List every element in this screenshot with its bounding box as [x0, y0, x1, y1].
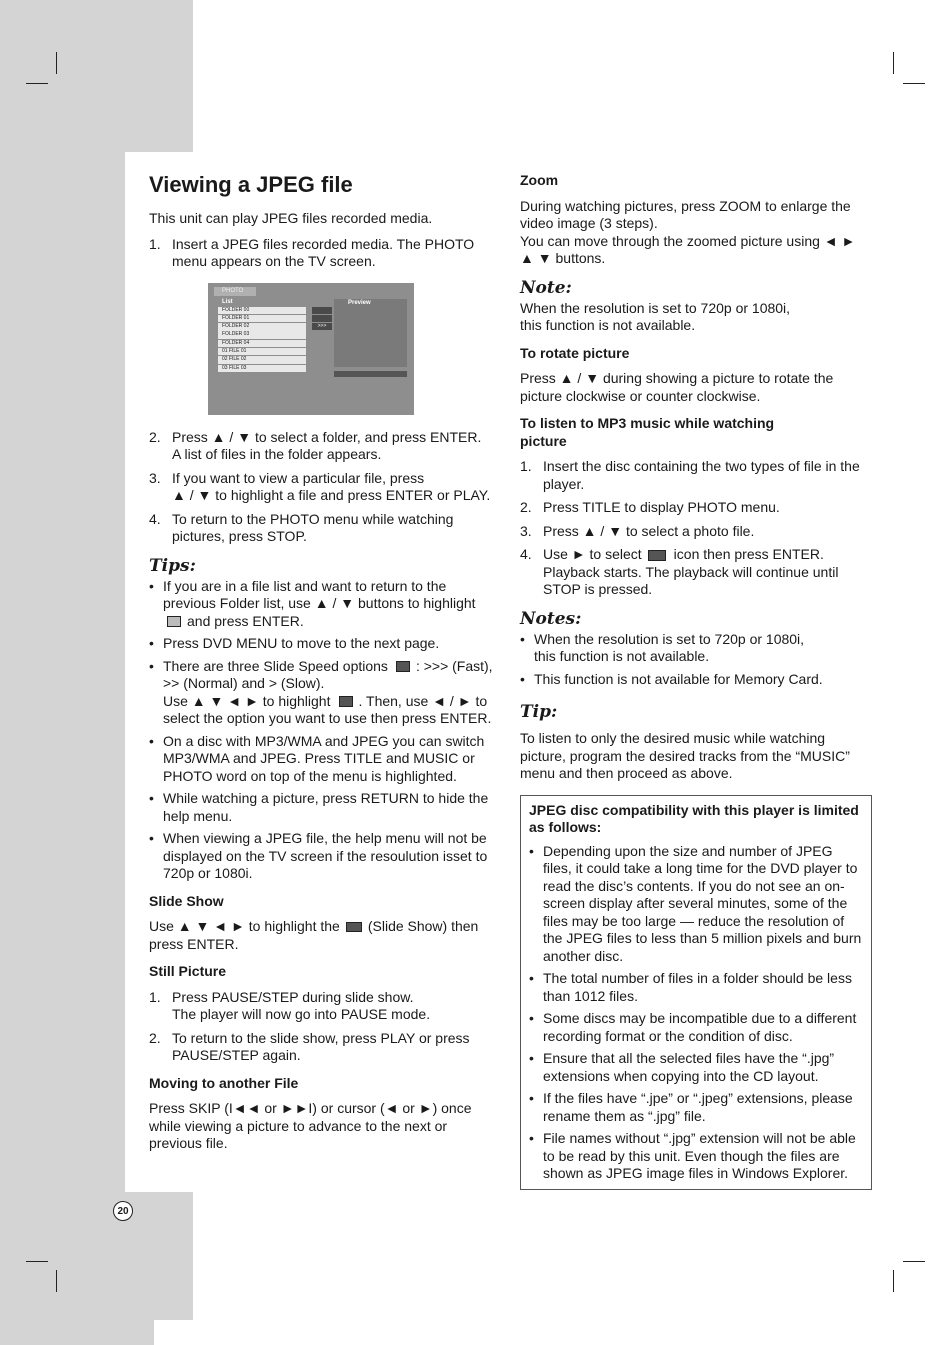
note-line: this function is not available.	[534, 648, 710, 664]
bullet: •	[529, 842, 534, 859]
bullet: •	[529, 1010, 534, 1026]
bullet: •	[529, 1090, 534, 1106]
box-heading: JPEG disc compatibility with this player is limited as follows:	[529, 801, 859, 835]
bullet: •	[149, 830, 154, 846]
screen-music-icon	[312, 315, 332, 322]
box-item	[529, 1130, 863, 1183]
bullet: •	[149, 657, 154, 674]
screen-file-list	[218, 307, 306, 373]
note-line: When the resolution is set to 720p or 1080i,	[534, 630, 805, 647]
step-item	[520, 523, 872, 541]
step-line: Press PAUSE/STEP during slide show.	[172, 988, 414, 1005]
bullet: •	[149, 790, 154, 806]
step-line: PAUSE/STEP again.	[172, 1047, 301, 1063]
box-item-text: Ensure that all the selected files have the “.jpg” extensions when copying into the CD layout.	[543, 1050, 835, 1084]
zoom-text: You can move through the zoomed picture using ◄ ► ▲ ▼ buttons.	[520, 232, 856, 266]
step-line: The player will now go into PAUSE mode.	[172, 1006, 431, 1022]
section-heading-slideshow: Slide Show	[149, 892, 224, 909]
note-line: this function is not available.	[520, 317, 696, 333]
screen-speed-value: >>>	[312, 323, 332, 330]
note-item	[520, 671, 872, 689]
tip-text: When viewing a JPEG file, the help menu will not be displayed on the TV screen if the resoulution isset to 720p or 1080i.	[163, 830, 488, 881]
zoom-text: During watching pictures, press ZOOM to enlarge the video image (3 steps).	[520, 197, 851, 231]
bullet: •	[520, 670, 525, 687]
tips-heading: Tips:	[149, 555, 196, 576]
photo-menu-screenshot	[208, 283, 414, 415]
mp3-heading-line: picture	[520, 432, 567, 449]
crop-mark	[56, 52, 57, 74]
tip-text: If you are in a file list and want to return to the previous Folder list, use ▲ / ▼ buttons to highlight	[163, 577, 476, 611]
step-text: Insert a JPEG files recorded media. The PHOTO menu appears on the TV screen.	[172, 235, 475, 269]
bullet: •	[149, 577, 154, 594]
bullet: •	[529, 1130, 534, 1146]
tip-text: There are three Slide Speed options	[163, 657, 388, 674]
screen-row: 02 FILE 02	[218, 356, 306, 364]
step-item	[149, 1030, 499, 1065]
box-item-text: Some discs may be incompatible due to a different recording format or the condition of disc.	[543, 1010, 857, 1044]
tip-item	[149, 790, 499, 825]
crop-mark	[26, 83, 48, 84]
step-item	[149, 989, 499, 1024]
section-heading-still: Still Picture	[149, 963, 227, 979]
step-line: Press ▲ / ▼ to select a folder, and press ENTER.	[172, 428, 482, 445]
section-heading-rotate: To rotate picture	[520, 344, 630, 361]
screen-row: 01 FILE 01	[218, 348, 306, 356]
bullet: •	[149, 635, 154, 651]
step-number: 4.	[520, 546, 532, 562]
tip-text: Use ▲ ▼ ◄ ► to highlight	[163, 692, 331, 709]
step-line: A list of files in the folder appears.	[172, 446, 382, 462]
bullet: •	[529, 970, 534, 986]
slide-speed-icon	[339, 696, 353, 707]
crop-mark	[903, 1261, 925, 1262]
screen-preview-label: Preview	[348, 299, 371, 306]
step-line: pictures, press STOP.	[172, 528, 307, 544]
box-item	[529, 843, 863, 966]
step-text: Playback starts. The playback will continue until STOP is pressed.	[543, 563, 839, 597]
box-item	[529, 1010, 863, 1045]
box-item	[529, 970, 863, 1005]
note-text	[520, 300, 872, 335]
tip-text: . Then, use ◄ / ► to select the option you want to use then press ENTER.	[163, 692, 492, 726]
screen-row: FOLDER 04	[218, 340, 306, 348]
moving-text: Press SKIP (I◄◄ or ►►I) or cursor (◄ or ►) once while viewing a picture to advance to the next or previous file.	[149, 1100, 472, 1151]
folder-return-icon	[167, 616, 181, 627]
step-item	[520, 546, 872, 599]
step-number: 2.	[149, 1029, 161, 1046]
step-line: To return to the slide show, press PLAY or press	[172, 1029, 470, 1046]
section-heading-zoom: Zoom	[520, 172, 559, 188]
note-item	[520, 631, 872, 666]
step-text: Press TITLE to display PHOTO menu.	[543, 499, 780, 515]
screen-row: 03 FILE 03	[218, 365, 306, 373]
slideshow-text-b: (Slide Show) then press ENTER.	[149, 918, 479, 952]
screen-status-bar	[334, 371, 407, 377]
tip-item	[149, 658, 499, 728]
step-text: icon then press ENTER.	[673, 546, 824, 562]
screen-list-label: List	[222, 298, 233, 305]
step-text: Press ▲ / ▼ to select a photo file.	[543, 522, 755, 539]
slideshow-icon	[346, 922, 362, 932]
crop-mark	[893, 52, 894, 74]
page-title: Viewing a JPEG file	[149, 172, 353, 197]
section-heading-mp3	[520, 415, 872, 450]
tip-text: : >>> (Fast), >> (Normal) and > (Slow).	[163, 657, 493, 691]
box-item-text: Depending upon the size and number of JPEG files, it could take a long time for the DVD player to read the disc’s contents. If you do not see an on-screen display after several minutes, some of the files may be too large — reduce the resolution of the JPEG files to less than 5 million pixels and burn another disc.	[543, 842, 862, 964]
crop-mark	[903, 83, 925, 84]
slide-speed-icon	[396, 661, 410, 672]
step-line: To return to the PHOTO menu while watching	[172, 510, 454, 527]
crop-mark	[26, 1261, 48, 1262]
slideshow-text-a: Use ▲ ▼ ◄ ► to highlight the	[149, 918, 340, 934]
note-line: When the resolution is set to 720p or 1080i,	[520, 299, 791, 316]
step-number: 1.	[149, 235, 161, 252]
bullet: •	[149, 732, 154, 749]
step-item	[149, 236, 499, 271]
notes-heading: Notes:	[520, 608, 582, 629]
step-line: ▲ / ▼ to highlight a file and press ENTER or PLAY.	[172, 487, 491, 503]
tip-text: Press DVD MENU to move to the next page.	[163, 635, 440, 651]
tip-item	[149, 830, 499, 883]
photo-music-icon	[648, 550, 666, 561]
note-heading: Note:	[520, 277, 572, 298]
slideshow-text	[149, 918, 499, 953]
box-item-text: The total number of files in a folder should be less than 1012 files.	[543, 970, 852, 1004]
crop-mark	[893, 1270, 894, 1292]
step-item	[520, 499, 872, 517]
step-line: If you want to view a particular file, press	[172, 469, 425, 486]
box-item-text: If the files have “.jpe” or “.jpeg” extensions, please rename them as “.jpg” file.	[543, 1090, 853, 1124]
tip-text: To listen to only the desired music while watching picture, program the desired tracks from the “MUSIC” menu and then proceed as above.	[520, 730, 850, 781]
box-item-text: File names without “.jpg” extension will not be able to be read by this unit. Even though the files are shown as JPEG image files in Windows Explorer.	[543, 1130, 856, 1181]
section-heading-moving: Moving to another File	[149, 1074, 299, 1091]
step-item	[149, 511, 499, 546]
left-column	[149, 168, 499, 1161]
screen-slideshow-icon	[312, 307, 332, 314]
screen-preview-area	[334, 299, 407, 367]
tip-item	[149, 733, 499, 786]
screen-row: FOLDER 02	[218, 323, 306, 331]
tip-item	[149, 635, 499, 653]
box-item	[529, 1050, 863, 1085]
jpeg-compatibility-box	[520, 795, 872, 1190]
step-number: 1.	[149, 988, 161, 1005]
step-number: 2.	[149, 428, 161, 445]
step-text: Use ► to select	[543, 546, 642, 562]
step-item	[149, 470, 499, 505]
screen-row: FOLDER 00	[218, 307, 306, 315]
note-line: This function is not available for Memory Card.	[534, 670, 823, 687]
page-number: 20	[113, 1201, 133, 1221]
step-number: 3.	[520, 522, 532, 539]
step-item	[149, 429, 499, 464]
tip-heading: Tip:	[520, 702, 558, 722]
screen-row: FOLDER 03	[218, 331, 306, 339]
screen-tab: PHOTO	[214, 287, 256, 296]
step-text: Insert the disc containing the two types of file in the player.	[543, 458, 860, 492]
bullet: •	[520, 630, 525, 647]
step-number: 1.	[520, 458, 532, 474]
tip-text: and press ENTER.	[187, 612, 304, 629]
intro-text: This unit can play JPEG files recorded media.	[149, 210, 433, 226]
rotate-text: Press ▲ / ▼ during showing a picture to rotate the picture clockwise or counter clockwise.	[520, 370, 834, 404]
mp3-heading-line: To listen to MP3 music while watching	[520, 415, 775, 431]
screen-row: FOLDER 01	[218, 315, 306, 323]
bottom-strip	[154, 1320, 194, 1345]
tip-text: On a disc with MP3/WMA and JPEG you can switch MP3/WMA and JPEG. Press TITLE and MUSIC or PHOTO word on top of the menu is highlighted.	[163, 732, 485, 784]
tip-text: While watching a picture, press RETURN to hide the help menu.	[163, 790, 489, 824]
step-number: 2.	[520, 499, 532, 515]
bullet: •	[529, 1050, 534, 1066]
tip-item	[149, 578, 499, 631]
step-number: 4.	[149, 510, 161, 527]
crop-mark	[56, 1270, 57, 1292]
step-number: 3.	[149, 469, 161, 486]
box-item	[529, 1090, 863, 1125]
step-item	[520, 458, 872, 493]
right-column	[520, 168, 872, 1190]
